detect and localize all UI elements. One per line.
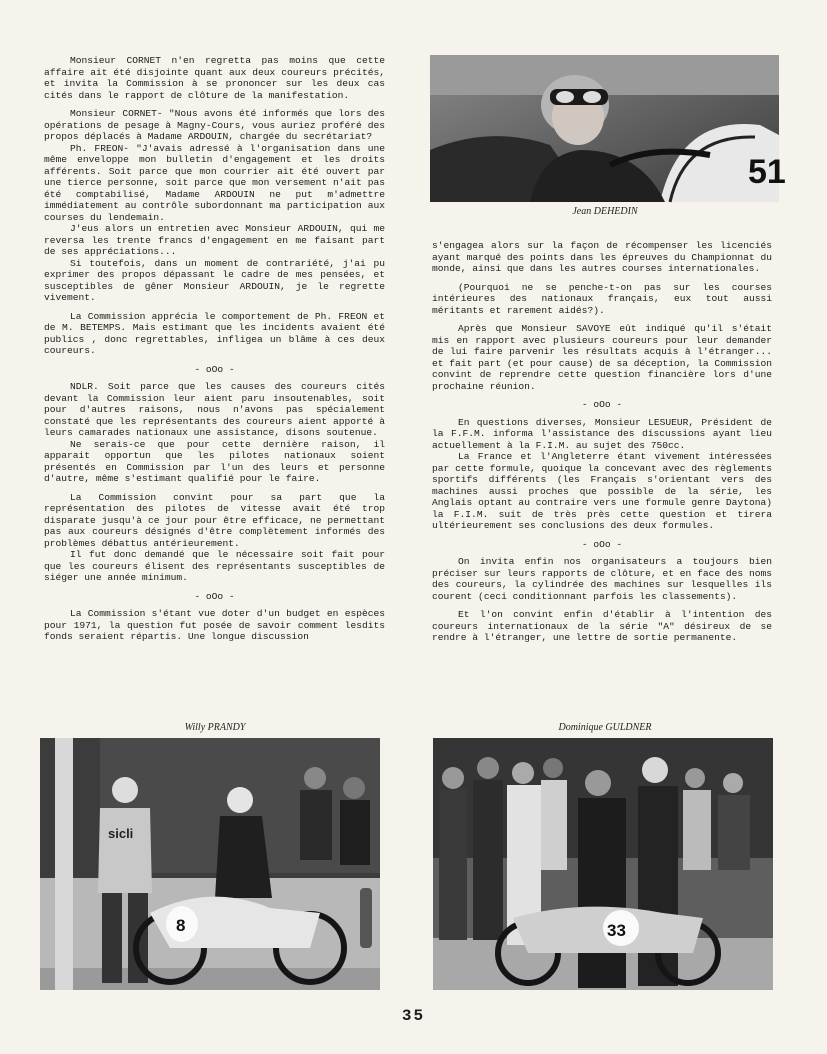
paragraph: La France et l'Angleterre étant vivement intéressées par cette formule, quoique la concevant avec des règlements sportifs différents (les Français s'orientant vers des machines aussi proches que possible de la série, les Anglais optant au contraire vers une formule genre Daytona) la F.I.M. suit de très près cette question et tirera ultérieurement ses conclusions des deux formules. [432,451,772,531]
section-separator: - oOo - [581,538,623,550]
paragraph: Ne serais-ce que pour cette dernière raison, il apparait opportun que les pilotes nationaux soient présentés en Commission par l'un des leurs et personne d'autre, même s'estimant qualifié pour le faire. [44,438,385,484]
paddock-photo-left [40,738,380,990]
paddock-image-left [40,738,380,990]
paragraph: La Commission s'étant vue doter d'un budget en espèces pour 1971, la question fut posée de savoir comment lesdits fonds seraient répartis. Une longue discussion [44,608,385,642]
paragraph: Il fut donc demandé que le nécessaire soit fait pour que les coureurs élisent des représentants susceptibles de siéger une année minimum. [44,549,385,583]
paragraph: J'eus alors un entretien avec Monsieur ARDOUIN, qui me reversa les trente francs d'engagement en me faisant part de ses appréciations... [44,223,385,257]
paddock-image-right [433,738,773,990]
bike-number: 8 [176,916,186,935]
paragraph: La Commission apprécia le comportement de Ph. FREON et de M. BETEMPS. Mais estimant que les incidents avaient été publics , donc regrettables, infligea un blâme à ces deux coureurs. [44,310,385,356]
section-separator: - oOo - [581,399,623,410]
page-number: 35 [401,1007,426,1025]
paragraph: On invita enfin nos organisateurs a toujours bien préciser sur leurs rapports de clôture, et en face des noms des coureurs, la cylindrée des machines sur lesquelles ils courent (ceci conditionnant parfois les classements). [432,556,772,602]
paragraph: Si toutefois, dans un moment de contrariété, j'ai pu exprimer des propos dépassant le cadre de mes pensées, et susceptibles de gêner Monsieur ARDOUIN, je le regrette vivement. [44,257,385,303]
paddock-photo-right [433,738,773,990]
section-separator: - oOo - [194,590,235,602]
paragraph: En questions diverses, Monsieur LESUEUR, Président de la F.F.M. informa l'assistance des discussions ayant lieu actuellement à la F.I.M. au sujet des 750cc. [432,416,772,451]
left-text-column [44,55,385,650]
paragraph: Après que Monsieur SAVOYE eût indiqué qu'il s'était mis en rapport avec plusieurs coureurs pour leur demander de lui faire parvenir les résultats acquis à l'étranger... et fait part (et pour cause) de sa déception, la Commission convint de reprendre cette question financière lors d'une prochaine réunion. [432,323,772,392]
paragraph: Ph. FREON- "J'avais adressé à l'organisation dans une même enveloppe mon bulletin d'engagement et les droits afférents. Soit parce que mon courrier ait été ouvert par une tierce personne, soit parce que mon versement n'ait pas été comptabilisé, Madame ARDOUIN ne put m'admettre immédiatement au contrôle subordonnant ma participation aux courses du lendemain. [44,142,385,223]
photo-caption: Jean DEHEDIN [572,206,638,217]
fairing-number: 51 [748,153,786,191]
paragraph: (Pourquoi ne se penche-t-on pas sur les courses intérieures des nationaux français, eux tout aussi méritants et rarement aidés?). [432,281,772,316]
photo-caption: Dominique GULDNER [558,722,652,733]
section-separator: - oOo - [194,363,235,375]
bike-number: 33 [607,921,626,940]
photo-caption: Willy PRANDY [184,722,246,733]
paragraph: NDLR. Soit parce que les causes des coureurs cités devant la Commission leur aient paru insoutenables, soit pour d'autres raisons, nous n'avons pas spécialement constaté que les représentants des coureurs aient apporté à leurs camarades nationaux une assistance, disons soutenue. [44,381,385,438]
jacket-text: sicli [108,826,134,841]
right-text-column [432,240,772,651]
paragraph: Monsieur CORNET- "Nous avons été informés que lors des opérations de pesage à Magny-Cours, vous auriez proféré des propos déplacés à Madame ARDOUIN, chargée du secrétariat? [44,108,385,142]
paragraph: La Commission convint pour sa part que la représentation des pilotes de vitesse avait été trop disparate jusqu'à ce jour pour être efficace, ne permettant pas aux coureurs désignés d'être complètement informés des problèmes débattus antérieurement. [44,491,385,549]
rider-portrait-image [430,55,786,202]
paragraph: Et l'on convint enfin d'établir à l'intention des coureurs internationaux de la série "A" désireux de se rendre à l'étranger, une lettre de sortie permanente. [432,609,772,643]
rider-portrait-photo [430,55,786,202]
paragraph: Monsieur CORNET n'en regretta pas moins que cette affaire ait été disjointe quant aux deux coureurs précités, et invita la Commission à se prononcer sur les deux cas cités dans le rapport de clôture de la manifestation. [44,55,385,101]
paragraph: s'engagea alors sur la façon de récompenser les licenciés ayant marqué des points dans les épreuves du Championnat du monde, ainsi que dans les autres courses internationales. [432,240,772,274]
